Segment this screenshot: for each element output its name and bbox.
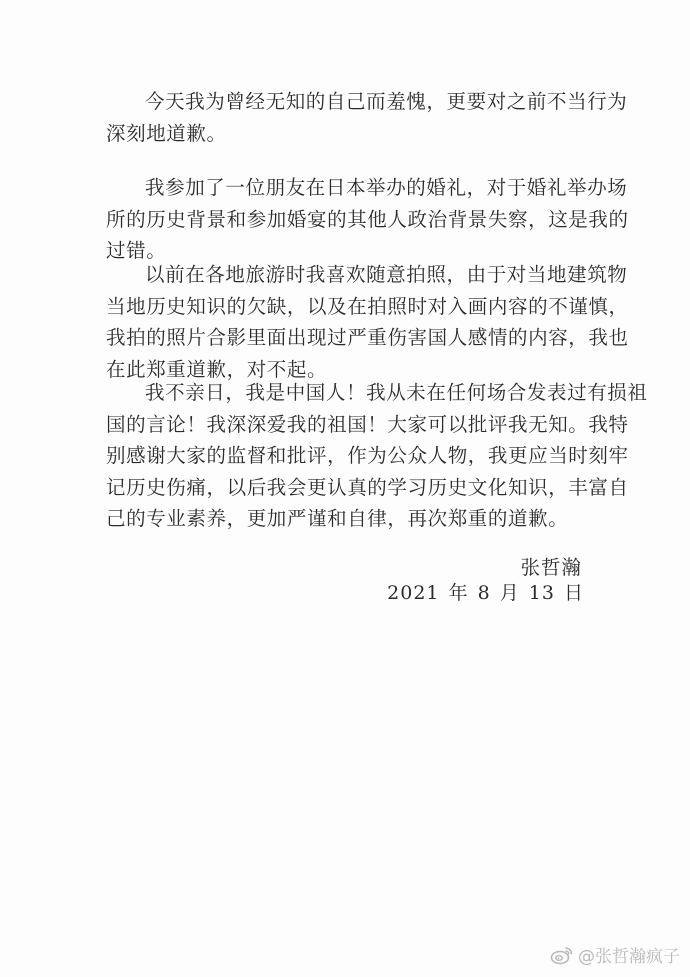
- paragraph-1: [106, 86, 628, 149]
- paragraph-2-line-1: 我参加了一位朋友在日本举办的婚礼，对于婚礼举办场: [145, 176, 628, 199]
- paragraph-4: [106, 377, 648, 535]
- watermark-text: @张哲瀚疯子: [578, 947, 680, 967]
- paragraph-3-line-2: 当地历史知识的欠缺，以及在拍照时对入画内容的不谨慎，: [106, 294, 629, 318]
- paragraph-3-line-4: 在此郑重道歉，对不起。: [106, 357, 328, 381]
- weibo-icon: [550, 945, 574, 965]
- paragraph-4-line-5: 己的专业素养，更加严谨和自律，再次郑重的道歉。: [106, 507, 569, 530]
- paragraph-4-line-4: 记历史伤痛，以后我会更认真的学习历史文化知识，丰富自: [106, 475, 629, 499]
- paragraph-4-line-1: 我不亲日，我是中国人！我从未在任何场合发表过有损祖: [145, 381, 648, 404]
- signature-name: 张哲瀚: [520, 556, 582, 579]
- paragraph-2-line-3: 过错。: [106, 239, 167, 262]
- paragraph-3-line-3: 我拍的照片合影里面出现过严重伤害国人感情的内容，我也: [106, 326, 629, 349]
- weibo-watermark: [550, 942, 680, 967]
- paragraph-1-line-2: 深刻地道歉。: [106, 121, 227, 145]
- paragraph-2: [106, 172, 629, 267]
- paragraph-1-line-1: 今天我为曾经无知的自己而羞愧，更要对之前不当行为: [145, 90, 628, 113]
- paragraph-4-line-2: 国的言论！我深深爱我的祖国！大家可以批评我无知。我特: [106, 412, 629, 436]
- paragraph-3-line-1: 以前在各地旅游时我喜欢随意拍照，由于对当地建筑物: [145, 263, 628, 286]
- paragraph-4-line-3: 别感谢大家的监督和批评，作为公众人物，我更应当时刻牢: [106, 444, 629, 467]
- signature-date: 2021 年 8 月 13 日: [387, 582, 584, 604]
- paragraph-3: [106, 259, 629, 385]
- paragraph-2-line-2: 所的历史背景和参加婚宴的其他人政治背景失察，这是我的: [106, 207, 629, 231]
